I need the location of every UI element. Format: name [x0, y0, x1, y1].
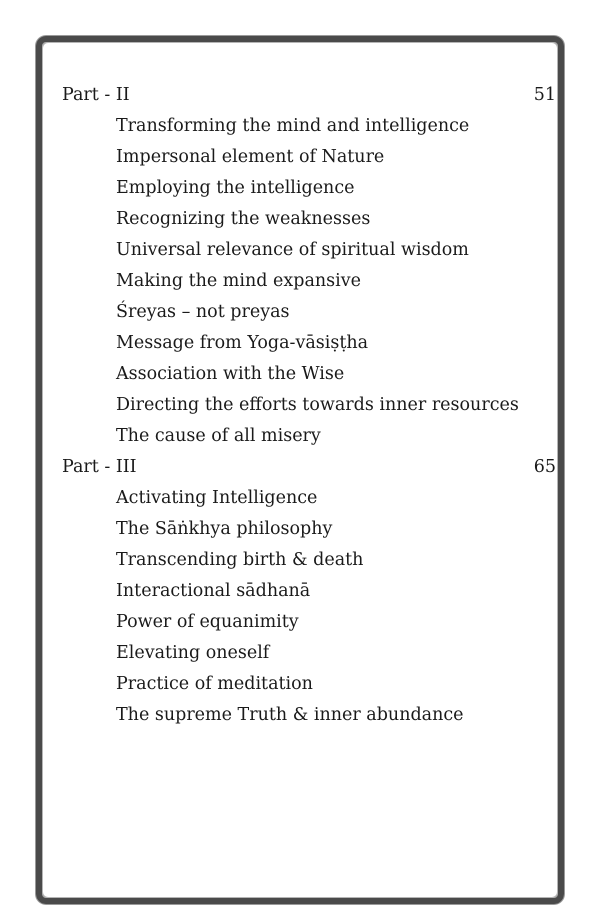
- toc-entry: The supreme Truth & inner abundance: [116, 705, 464, 725]
- part-page-number: 65: [533, 457, 556, 477]
- toc-entry: Activating Intelligence: [116, 488, 318, 508]
- toc-entry: Practice of meditation: [116, 674, 313, 694]
- toc-entry: Recognizing the weaknesses: [116, 209, 371, 229]
- toc-entry: Transforming the mind and intelligence: [116, 116, 470, 136]
- part-page-number: 51: [533, 85, 556, 105]
- toc-entry: Employing the intelligence: [116, 178, 355, 198]
- toc-entry: The Sāṅkhya philosophy: [116, 519, 333, 539]
- toc-part-heading: [62, 452, 556, 483]
- toc-entry: Message from Yoga-vāsiṣṭha: [116, 333, 369, 353]
- part-title: Part - III: [62, 457, 137, 477]
- toc-part-heading: [62, 80, 556, 111]
- toc-entry: Elevating oneself: [116, 643, 270, 663]
- table-of-contents: [62, 80, 556, 731]
- toc-entry: Transcending birth & death: [116, 550, 364, 570]
- toc-entry: Directing the efforts towards inner resources: [116, 395, 519, 415]
- toc-entry: Impersonal element of Nature: [116, 147, 385, 167]
- toc-entry: Making the mind expansive: [116, 271, 361, 291]
- toc-entry: The cause of all misery: [116, 426, 321, 446]
- toc-entry: Association with the Wise: [116, 364, 345, 384]
- toc-entry: Universal relevance of spiritual wisdom: [116, 240, 469, 260]
- toc-entry: Power of equanimity: [116, 612, 299, 632]
- toc-entry: Śreyas – not preyas: [116, 302, 290, 322]
- toc-entry: Interactional sādhanā: [116, 581, 311, 601]
- part-title: Part - II: [62, 85, 130, 105]
